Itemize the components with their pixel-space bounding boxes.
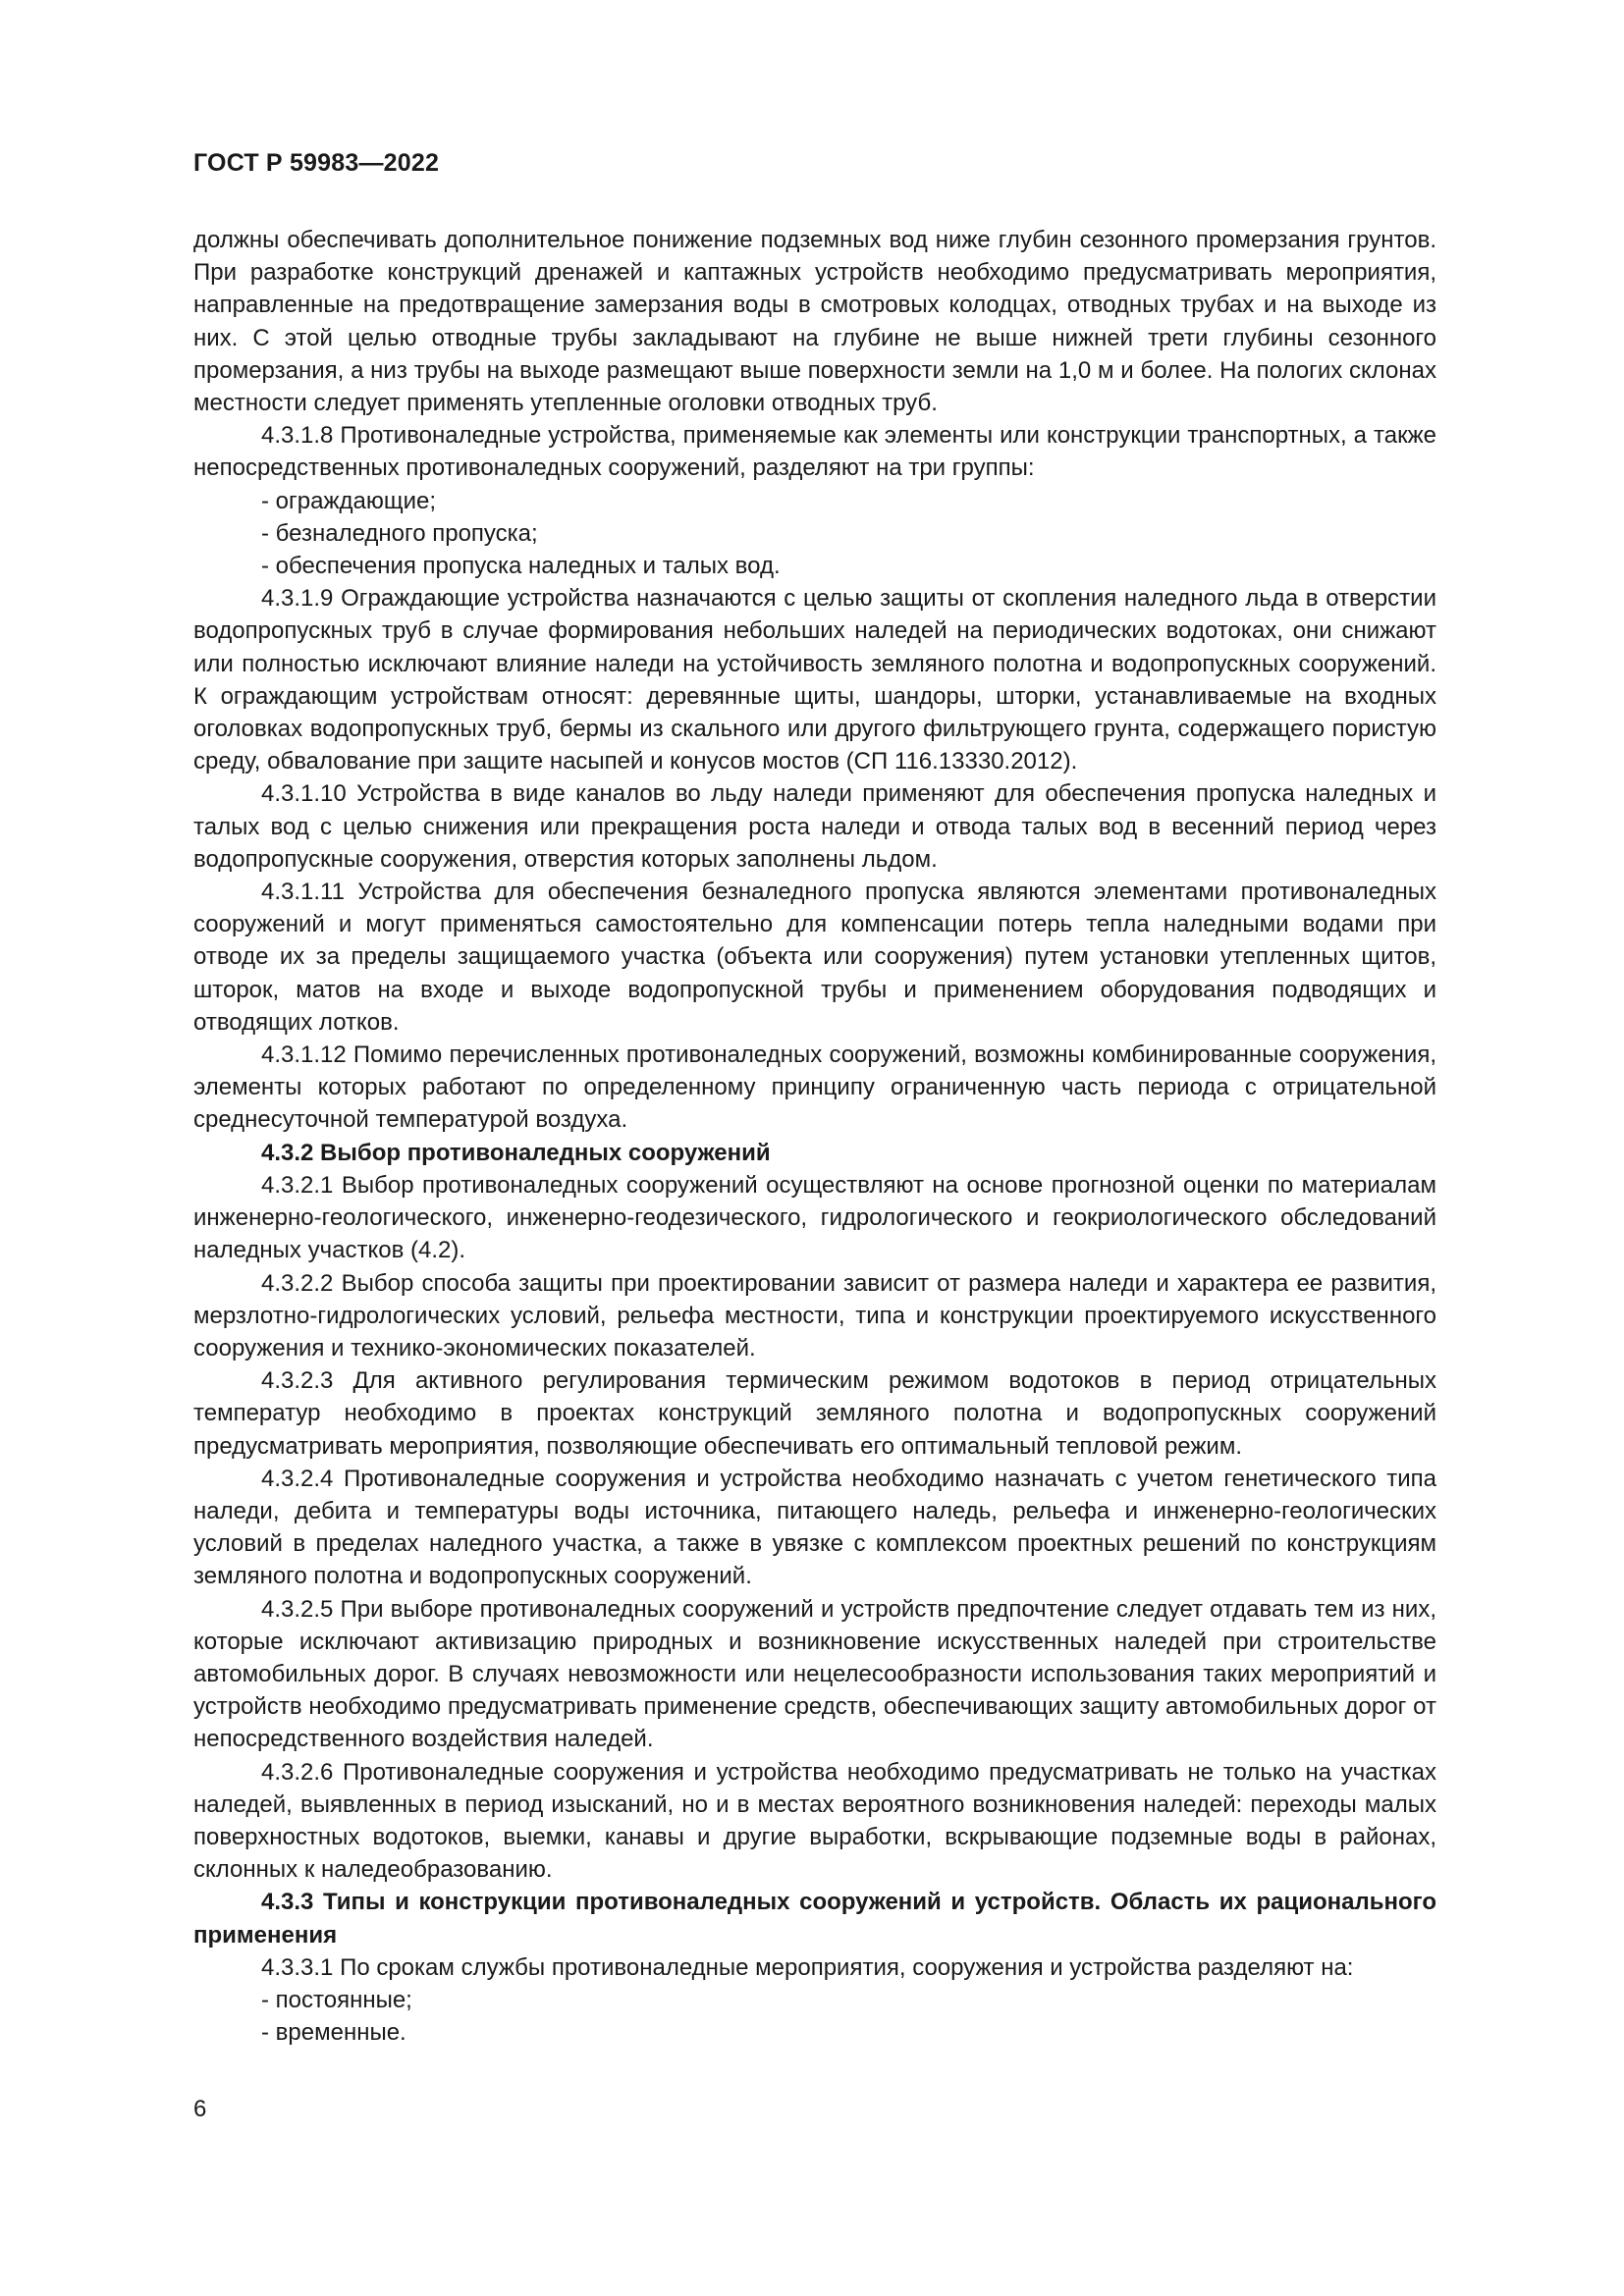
- paragraph: 4.3.2.3 Для активного регулирования термическим режимом водотоков в период отрицательных температур необходимо в проектах конструкций земляного полотна и водопропускных сооружений предусматривать мероприятия, позволяющие обеспечивать его оптимальный тепловой режим.: [193, 1367, 1436, 1460]
- section-heading: 4.3.2 Выбор противоналедных сооружений: [261, 1139, 771, 1166]
- list-item: - ограждающие;: [261, 487, 437, 514]
- paragraph: 4.3.1.12 Помимо перечисленных противоналедных сооружений, возможны комбинированные сооружения, элементы которых работают по определенному принципу ограниченную часть периода с отрицательной среднесуточной температурой воздуха.: [193, 1041, 1436, 1134]
- paragraph: 4.3.2.6 Противоналедные сооружения и устройства необходимо предусматривать не только на участках наледей, выявленных в период изысканий, но и в местах вероятного возникновения наледей: переходы малых поверхностных водотоков, выемки, канавы и другие выработки, вскрывающие подземные воды в районах, склонных к наледеобразованию.: [193, 1758, 1436, 1884]
- section-heading: 4.3.3 Типы и конструкции противоналедных сооружений и устройств. Область их рационального применения: [193, 1889, 1436, 1949]
- list-item: - обеспечения пропуска наледных и талых вод.: [261, 553, 781, 580]
- list-item: - постоянные;: [261, 1986, 412, 2013]
- paragraph: 4.3.2.1 Выбор противоналедных сооружений осуществляют на основе прогнозной оценки по материалам инженерно-геологического, инженерно-геодезического, гидрологического и геокриологического обследований наледных участков (4.2).: [193, 1171, 1436, 1264]
- paragraph: 4.3.2.2 Выбор способа защиты при проектировании зависит от размера наледи и характера ее развития, мерзлотно-гидрологических условий, рельефа местности, типа и конструкции проектируемого искусственного сооружения и технико-экономических показателей.: [193, 1269, 1436, 1362]
- document-header: ГОСТ Р 59983—2022: [193, 149, 440, 177]
- paragraph: 4.3.2.5 При выборе противоналедных сооружений и устройств предпочтение следует отдавать тем из них, которые исключают активизацию природных и возникновение искусственных наледей при строительстве автомобильных дорог. В случаях невозможности или нецелесообразности использования таких мероприятий и устройств необходимо предусматривать применение средств, обеспечивающих защиту автомобильных дорог от непосредственного воздействия наледей.: [193, 1595, 1436, 1753]
- paragraph: 4.3.1.10 Устройства в виде каналов во льду наледи применяют для обеспечения пропуска наледных и талых вод с целью снижения или прекращения роста наледи и отвода талых вод в весенний период через водопропускные сооружения, отверстия которых заполнены льдом.: [193, 780, 1436, 873]
- paragraph: должны обеспечивать дополнительное понижение подземных вод ниже глубин сезонного промерзания грунтов. При разработке конструкций дренажей и каптажных устройств необходимо предусматривать мероприятия, направленные на предотвращение замерзания воды в смотровых колодцах, отводных трубах и на выходе из них. С этой целью отводные трубы закладывают на глубине не выше нижней трети глубины сезонного промерзания, а низ трубы на выходе размещают выше поверхности земли на 1,0 м и более. На пологих склонах местности следует применять утепленные оголовки отводных труб.: [193, 227, 1436, 417]
- paragraph: 4.3.1.9 Ограждающие устройства назначаются с целью защиты от скопления наледного льда в отверстии водопропускных труб в случае формирования небольших наледей на периодических водотоках, они снижают или полностью исключают влияние наледи на устойчивость земляного полотна и водопропускных сооружений. К ограждающим устройствам относят: деревянные щиты, шандоры, шторки, устанавливаемые на входных оголовках водопропускных труб, бермы из скального или другого фильтрующего грунта, содержащего пористую среду, обвалование при защите насыпей и конусов мостов (СП 116.13330.2012).: [193, 585, 1436, 775]
- list-item: - безналедного пропуска;: [261, 519, 538, 547]
- paragraph: 4.3.2.4 Противоналедные сооружения и устройства необходимо назначать с учетом генетического типа наледи, дебита и температуры воды источника, питающего наледь, рельефа и инженерно-геологических условий в пределах наледного участка, а также в увязке с комплексом проектных решений по конструкциям земляного полотна и водопропускных сооружений.: [193, 1465, 1436, 1590]
- paragraph: 4.3.1.11 Устройства для обеспечения безналедного пропуска являются элементами противоналедных сооружений и могут применяться самостоятельно для компенсации потерь тепла наледными водами при отводе их за пределы защищаемого участка (объекта или сооружения) путем установки утепленных щитов, шторок, матов на входе и выходе водопропускной трубы и применением оборудования подводящих и отводящих лотков.: [193, 879, 1436, 1036]
- page-number: 6: [193, 2096, 207, 2122]
- list-item: - временные.: [261, 2019, 406, 2047]
- paragraph: 4.3.3.1 По срокам службы противоналедные мероприятия, сооружения и устройства разделяют на:: [261, 1953, 1354, 1981]
- paragraph: 4.3.1.8 Противоналедные устройства, применяемые как элементы или конструкции транспортных, а также непосредственных противоналедных сооружений, разделяют на три группы:: [193, 422, 1436, 482]
- document-body: [193, 224, 1436, 2049]
